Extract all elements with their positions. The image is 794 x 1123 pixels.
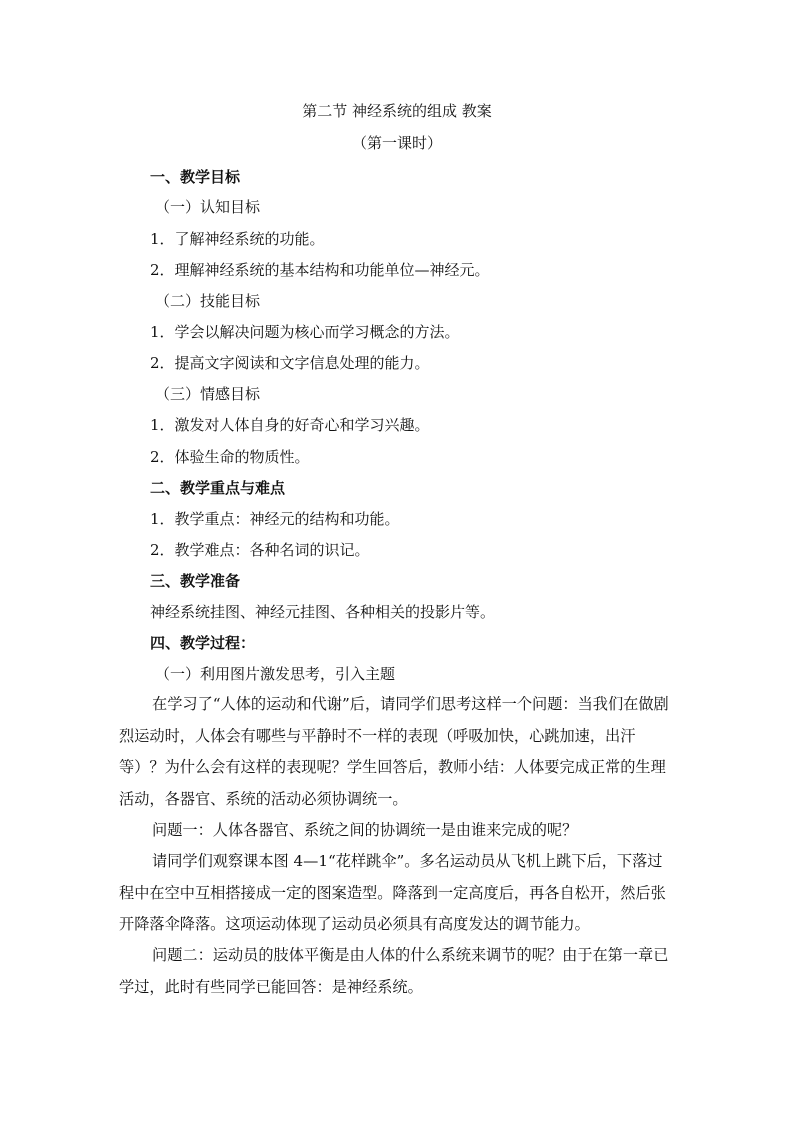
emotion-item-1: 1．激发对人体自身的好奇心和学习兴趣。	[150, 416, 430, 434]
skill-item-1: 1．学会以解决问题为核心而学习概念的方法。	[150, 323, 460, 341]
cognitive-item-2: 2．理解神经系统的基本结构和功能单位—神经元。	[150, 261, 490, 279]
subheading-emotion: （三）情感目标	[155, 385, 261, 403]
emotion-item-2: 2．体验生命的物质性。	[150, 448, 310, 466]
section-heading-goals: 一、教学目标	[150, 168, 241, 186]
skill-item-2: 2．提高文字阅读和文字信息处理的能力。	[150, 354, 430, 372]
process-paragraph-question-1: 问题一：人体各器官、系统之间的协调统一是由谁来完成的呢？	[152, 821, 578, 839]
subheading-skill: （二）技能目标	[155, 292, 261, 310]
process-paragraph-question-2: 问题二：运动员的肢体平衡是由人体的什么系统来调节的呢？由于在第一章已学过，此时有些同学已能回答：是神经系统。	[119, 946, 669, 996]
subheading-cognitive: （一）认知目标	[155, 198, 261, 216]
subheading-process-intro: （一）利用图片激发思考，引入主题	[155, 665, 396, 683]
process-paragraph-1: 在学习了“人体的运动和代谢”后，请同学们思考这样一个问题：当我们在做剧烈运动时，人体会有哪些与平静时不一样的表现（呼吸加快，心跳加速，出汗等）？为什么会有这样的表现呢？学生回答后，教师小结：人体要完成正常的生理活动，各器官、系统的活动必须协调统一。	[119, 695, 669, 808]
preparation-text: 神经系统挂图、神经元挂图、各种相关的投影片等。	[150, 603, 496, 621]
section-heading-key-points: 二、教学重点与难点	[150, 479, 286, 497]
process-paragraph-2: 请同学们观察课本图 4—1“花样跳伞”。多名运动员从飞机上跳下后，下落过程中在空中互相搭接成一定的图案造型。降落到一定高度后，再各自松开，然后张开降落伞降落。这项运动体现了运动员必须具有高度发达的调节能力。	[119, 852, 666, 933]
document-subtitle: （第一课时）	[351, 134, 442, 152]
section-heading-process: 四、教学过程：	[150, 634, 256, 652]
section-heading-preparation: 三、教学准备	[150, 572, 241, 590]
document-title: 第二节 神经系统的组成 教案	[302, 102, 492, 120]
key-item-2: 2．教学难点：各种名词的识记。	[150, 541, 370, 559]
cognitive-item-1: 1．了解神经系统的功能。	[150, 230, 325, 248]
key-item-1: 1．教学重点：神经元的结构和功能。	[150, 510, 400, 528]
